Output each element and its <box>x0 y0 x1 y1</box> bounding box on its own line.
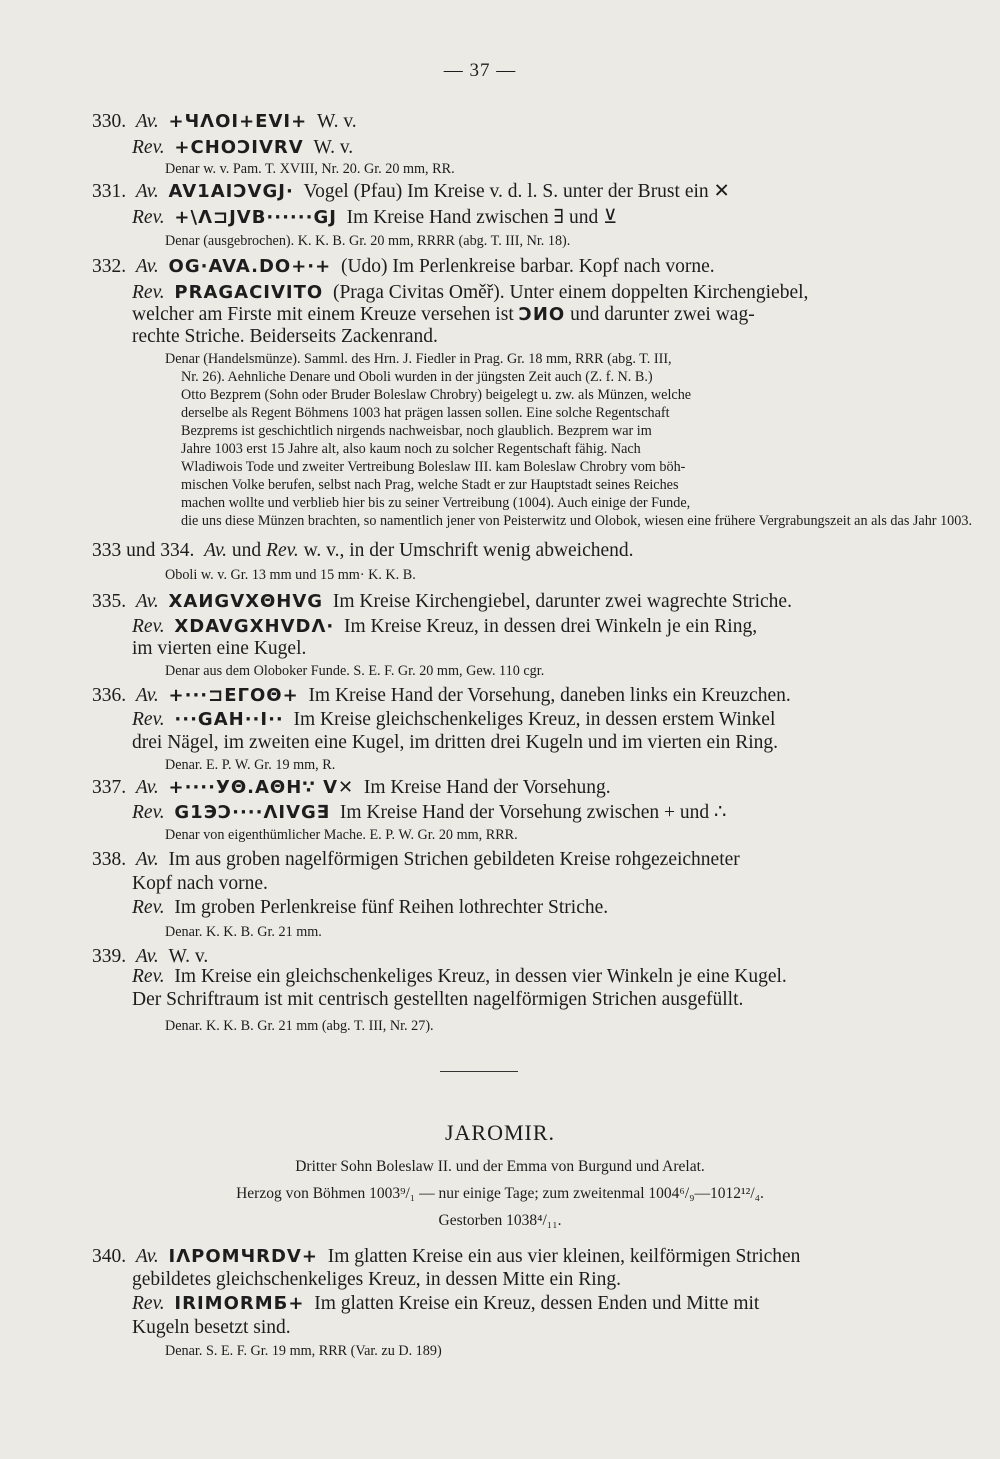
entry-332-av: 332. Av. OG·AVA.DO+·+ (Udo) Im Perlenkreise barbar. Kopf nach vorne. <box>92 256 715 277</box>
entry-332-note-6: Jahre 1003 erst 15 Jahre alt, also kaum noch zu solcher Regentschaft fähig. Nach <box>181 441 641 457</box>
entry-338-line2: Kopf nach vorne. <box>132 873 268 894</box>
section-heading: JAROMIR. <box>444 1120 556 1145</box>
entry-339-av: 339. Av. W. v. <box>92 946 209 967</box>
entry-337-note: Denar von eigenthümlicher Mache. E. P. W. Gr. 20 mm, RRR. <box>165 827 518 843</box>
page-number: — 37 — <box>443 60 517 81</box>
section-subtitle-3: Gestorben 1038⁴/₁₁. <box>438 1212 562 1229</box>
entry-332-note-5: Bezprems ist geschichtlich nirgends nachweisbar, noch glaublich. Bezprem war im <box>181 423 652 439</box>
entry-337-rev: Rev. G1ЭƆ····ΛIVG∃ Im Kreise Hand der Vorsehung zwischen + und ∴ <box>132 802 727 823</box>
entry-332-note-3: Otto Bezprem (Sohn oder Bruder Boleslaw Chrobry) beigelegt u. zw. als Münzen, welche <box>181 387 692 403</box>
section-divider <box>440 1071 518 1072</box>
entry-332-note-8: mischen Volke berufen, selbst nach Prag, welche Stadt er zur Hauptstadt seines Reiches <box>181 477 679 493</box>
entry-339-line2: Der Schriftraum ist mit centrisch gestellten nagelförmigen Strichen ausgefüllt. <box>132 989 744 1010</box>
entry-335-note: Denar aus dem Oloboker Funde. S. E. F. Gr. 20 mm, Gew. 110 cgr. <box>165 663 545 679</box>
entry-332-note-7: Wladiwois Tode und zweiter Vertreibung Boleslaw III. kam Boleslaw Chrobry vom böh- <box>181 459 686 475</box>
entry-332-line2: welcher am Firste mit einem Kreuze versehen ist ƆИO und darunter zwei wag- <box>132 304 755 325</box>
entry-333-334: 333 und 334. Av. und Rev. w. v., in der Umschrift wenig abweichend. <box>92 540 634 561</box>
entry-335-line2: im vierten eine Kugel. <box>132 638 307 659</box>
entry-332-line3: rechte Striche. Beiderseits Zackenrand. <box>132 326 438 347</box>
entry-330-rev: Rev. +CHOƆIVRV W. v. <box>132 137 354 158</box>
entry-336-note: Denar. E. P. W. Gr. 19 mm, R. <box>165 757 336 773</box>
entry-339-note: Denar. K. K. B. Gr. 21 mm (abg. T. III, Nr. 27). <box>165 1018 434 1034</box>
entry-338-rev: Rev. Im groben Perlenkreise fünf Reihen lothrechter Striche. <box>132 897 609 918</box>
entry-339-rev: Rev. Im Kreise ein gleichschenkeliges Kreuz, in dessen vier Winkeln je eine Kugel. <box>132 966 787 987</box>
entry-335-av: 335. Av. XAИGVXΘHVG Im Kreise Kirchengiebel, darunter zwei wagrechte Striche. <box>92 591 792 612</box>
entry-331-av: 331. Av. AV1AIƆVGJ· Vogel (Pfau) Im Kreise v. d. l. S. unter der Brust ein ✕ <box>92 181 730 202</box>
entry-336-line2: drei Nägel, im zweiten eine Kugel, im dritten drei Kugeln und im vierten ein Ring. <box>132 732 779 753</box>
entry-332-rev: Rev. PRAGACIVITO (Praga Civitas Oměř). Unter einem doppelten Kirchengiebel, <box>132 282 809 303</box>
entry-332-note-1: Denar (Handelsmünze). Samml. des Hrn. J. Fiedler in Prag. Gr. 18 mm, RRR (abg. T. III, <box>165 351 672 367</box>
entry-340-av: 340. Av. IΛPOMЧRDV+ Im glatten Kreise ein aus vier kleinen, keilförmigen Strichen <box>92 1246 801 1267</box>
section-subtitle-1: Dritter Sohn Boleslaw II. und der Emma von Burgund und Arelat. <box>295 1158 705 1175</box>
entry-331-note: Denar (ausgebrochen). K. K. B. Gr. 20 mm, RRRR (abg. T. III, Nr. 18). <box>165 233 571 249</box>
entry-337-av: 337. Av. +····УΘ.AΘH∵ V✕ Im Kreise Hand der Vorsehung. <box>92 777 611 798</box>
entry-332-note-10: die uns diese Münzen brachten, so namentlich jener von Peisterwitz und Olobok, wiesen eine frühere Vergrabungszeit an als das Jahr 1003. <box>181 513 972 529</box>
entry-332-note-2: Nr. 26). Aehnliche Denare und Oboli wurden in der jüngsten Zeit auch (Z. f. N. B.) <box>181 369 653 385</box>
entry-340-line2: gebildetes gleichschenkeliges Kreuz, in dessen Mitte ein Ring. <box>132 1269 621 1290</box>
entry-330-note: Denar w. v. Pam. T. XVIII, Nr. 20. Gr. 20 mm, RR. <box>165 161 455 177</box>
entry-336-av: 336. Av. +···⊐EГOΘ+ Im Kreise Hand der Vorsehung, daneben links ein Kreuzchen. <box>92 685 791 706</box>
entry-340-note: Denar. S. E. F. Gr. 19 mm, RRR (Var. zu D. 189) <box>165 1343 442 1359</box>
entry-331-rev: Rev. +\Λ⊐JVB······GJ Im Kreise Hand zwischen ∃ und ⊻ <box>132 207 618 228</box>
entry-338-av: 338. Av. Im aus groben nagelförmigen Strichen gebildeten Kreise rohgezeichneter <box>92 849 740 870</box>
entry-336-rev: Rev. ···GAH··I·· Im Kreise gleichschenkeliges Kreuz, in dessen erstem Winkel <box>132 709 776 730</box>
entry-340-line3: Kugeln besetzt sind. <box>132 1317 291 1338</box>
entry-333-note: Oboli w. v. Gr. 13 mm und 15 mm· K. K. B. <box>165 567 416 583</box>
entry-338-note: Denar. K. K. B. Gr. 21 mm. <box>165 924 322 940</box>
entry-340-rev: Rev. IRIMORMБ+ Im glatten Kreise ein Kreuz, dessen Enden und Mitte mit <box>132 1293 760 1314</box>
entry-332-note-4: derselbe als Regent Böhmens 1003 hat prägen lassen sollen. Eine solche Regentschaft <box>181 405 670 421</box>
entry-335-rev: Rev. XDAVGXHVDΛ· Im Kreise Kreuz, in dessen drei Winkeln je ein Ring, <box>132 616 758 637</box>
entry-332-note-9: machen wollte und verblieb hier bis zu seiner Vertreibung (1004). Auch einige der Funde, <box>181 495 691 511</box>
entry-330-av: 330. Av. +ЧΛOI+EVI+ W. v. <box>92 111 357 132</box>
section-subtitle-2: Herzog von Böhmen 1003⁹/₁ — nur einige Tage; zum zweitenmal 1004⁶/₉—1012¹²/₄. <box>236 1185 764 1202</box>
